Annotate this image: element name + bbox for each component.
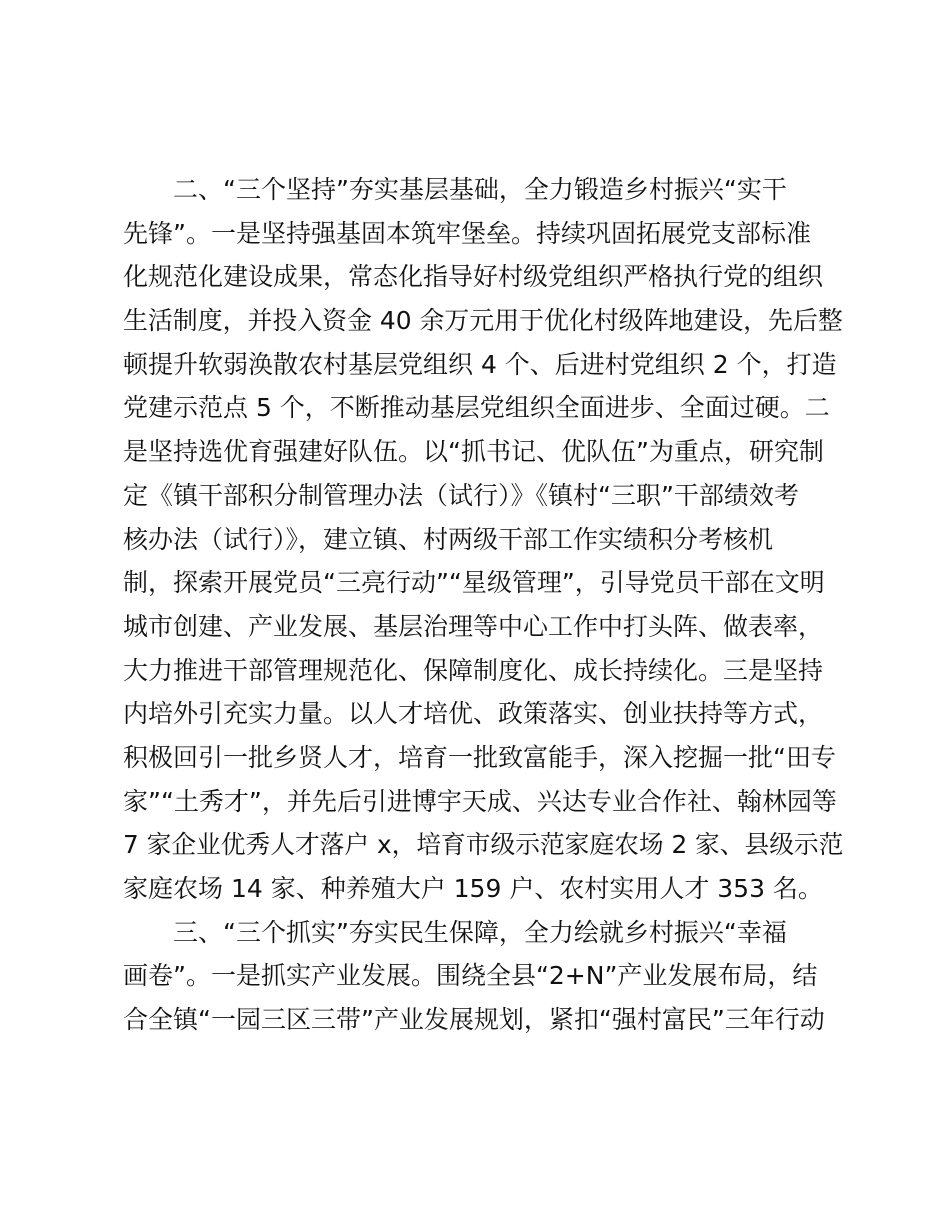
- section-heading-line: 三、“三个抓实”夯实民生保障，全力绘就乡村振兴“幸福: [173, 917, 787, 947]
- body-text: [123, 168, 843, 1042]
- text-line: 城市创建、产业发展、基层治理等中心工作中打头阵、做表率，: [123, 611, 824, 641]
- section-heading-line: 二、“三个坚持”夯实基层基础，全力锻造乡村振兴“实干: [173, 175, 787, 204]
- text-line: 合全镇“一园三区三带”产业发展规划，紧扣“强村富民”三年行动: [123, 1005, 825, 1035]
- text-line: 定《镇干部积分制管理办法（试行）》《镇村“三职”干部绩效考: [123, 480, 799, 510]
- text-line: 先锋”。一是坚持强基固本筑牢堡垒。持续巩固拓展党支部标准: [123, 218, 811, 248]
- text-line: 制，探索开展党员“三亮行动”“星级管理”，引导党员干部在文明: [123, 568, 825, 598]
- text-line: 化规范化建设成果，常态化指导好村级党组织严格执行党的组织: [123, 262, 824, 292]
- text-line: 党建示范点 5 个，不断推动基层党组织全面进步、全面过硬。二: [123, 393, 830, 423]
- text-line: 核办法（试行）》，建立镇、村两级干部工作实绩积分考核机: [123, 524, 774, 554]
- text-line: 画卷”。一是抓实产业发展。围绕全县“2+N”产业发展布局，结: [123, 961, 818, 991]
- text-line: 生活制度，并投入资金 40 余万元用于优化村级阵地建设，先后整: [123, 306, 843, 336]
- text-line: 积极回引一批乡贤人才，培育一批致富能手，深入挖掘一批“田专: [123, 742, 836, 772]
- text-line: 家庭农场 14 家、种养殖大户 159 户、农村实用人才 353 名。: [123, 874, 823, 903]
- text-line: 7 家企业优秀人才落户 x，培育市级示范家庭农场 2 家、县级示范: [123, 830, 844, 860]
- text-line: 是坚持选优育强建好队伍。以“抓书记、优队伍”为重点，研究制: [123, 437, 824, 467]
- text-line: 顿提升软弱涣散农村基层党组织 4 个、后进村党组织 2 个，打造: [123, 349, 837, 379]
- text-line: 大力推进干部管理规范化、保障制度化、成长持续化。三是坚持: [123, 655, 824, 685]
- text-line: 家”“土秀才”，并先后引进博宇天成、兴达专业合作社、翰林园等: [123, 786, 837, 816]
- text-line: 内培外引充实力量。以人才培优、政策落实、创业扶持等方式，: [123, 699, 824, 729]
